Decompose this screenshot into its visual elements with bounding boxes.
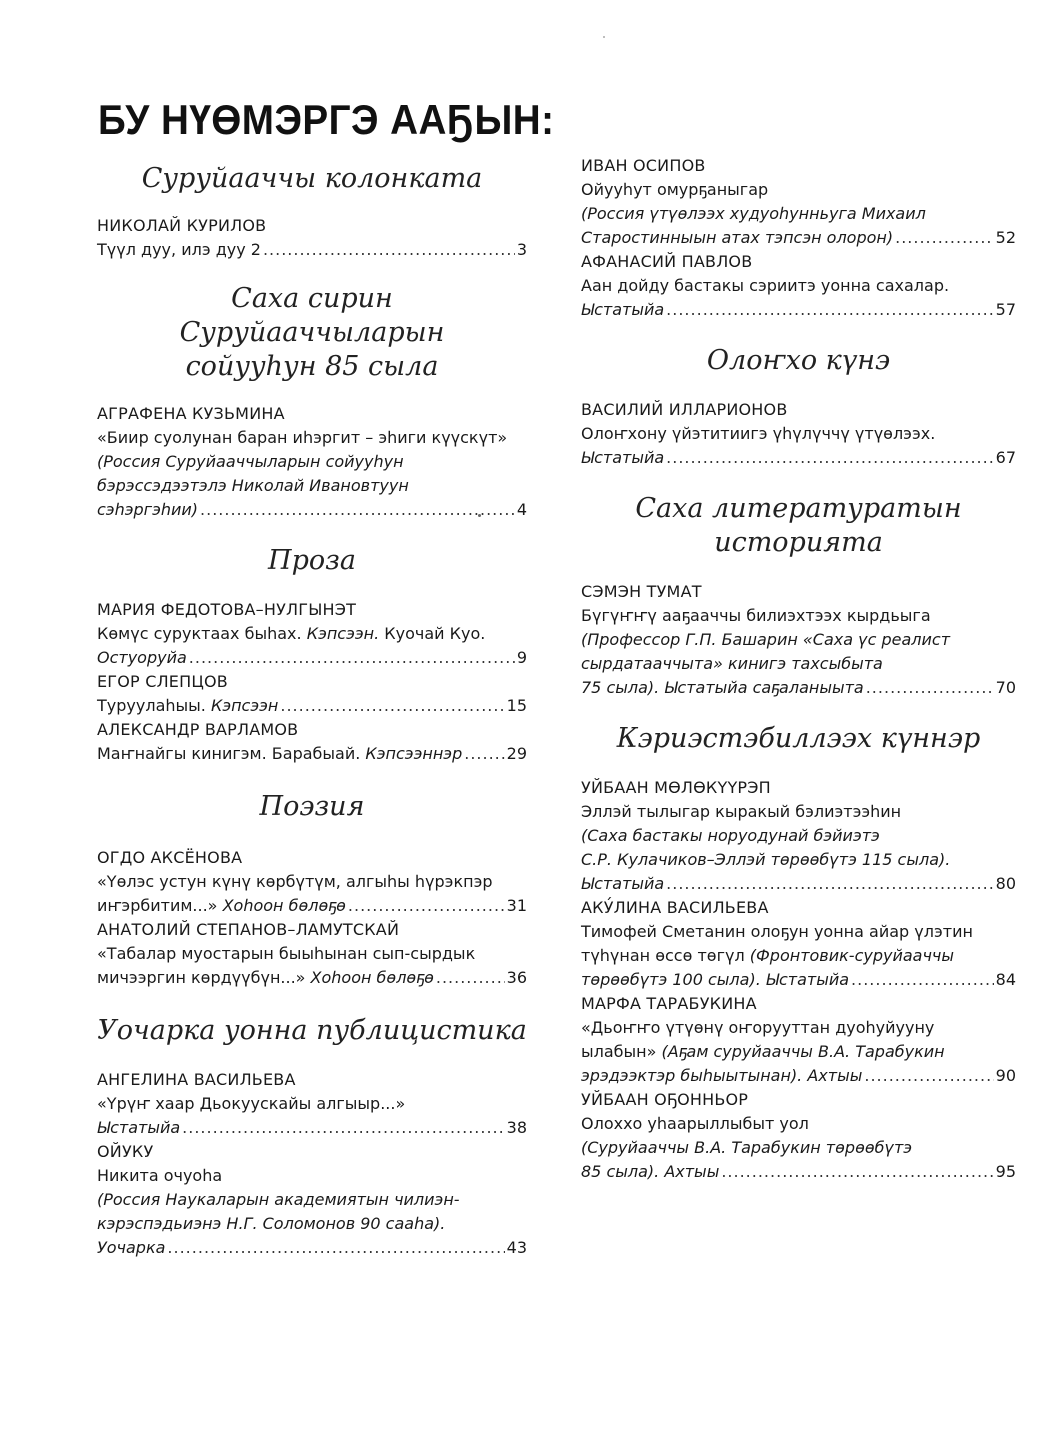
- entry-text: «Үөлэс устун күнү көрбүтүм, алгыһы һүрэкпэр: [97, 872, 493, 891]
- entry-text: Тимофей Сметанин олоҕун уонна айар үлэтин: [581, 922, 973, 941]
- toc-entry[interactable]: мичээргин көрдүүбүн...» Хоһоон бөлөҕө ..... 36: [97, 966, 527, 990]
- page-number: 15: [506, 696, 527, 715]
- entry-author: АЛЕКСАНДР ВАРЛАМОВ: [97, 720, 299, 739]
- page-number: 95: [995, 1162, 1016, 1181]
- entry-author: МАРИЯ ФЕДОТОВА–НУЛГЫНЭТ: [97, 600, 357, 619]
- entry-text: Көмүс суруктаах быһах. Кэпсээн. Куочай Куо.: [97, 624, 486, 643]
- section-heading-olonkho: Олоҥхо күнэ: [706, 345, 891, 376]
- entry-author: ВАСИЛИЙ ИЛЛАРИОНОВ: [581, 400, 788, 419]
- toc-entry[interactable]: эрэдээктэр быһыытынан). Ахтыы ..... 90: [581, 1064, 1016, 1088]
- toc-entry[interactable]: Маҥнайгы кинигэм. Барабыай. Кэпсээннэр ..... 29: [97, 742, 527, 766]
- entry-text: Бүгүҥҥү ааҕааччы билиэхтээх кырдьыга: [581, 606, 931, 625]
- entry-author: ОГДО АКСЁНОВА: [97, 848, 243, 867]
- page-number: 3: [516, 240, 527, 259]
- entry-text: (Профессор Г.П. Башарин «Саха үс реалист: [581, 630, 951, 649]
- entry-author: СЭМЭН ТУМАТ: [581, 582, 702, 601]
- page-number: 31: [506, 896, 527, 915]
- entry-text: Никита очуоһа: [97, 1166, 223, 1185]
- toc-entry[interactable]: 75 сыла). Ыстатыйа саҕаланыыта ..... 70: [581, 676, 1016, 700]
- toc-entry[interactable]: Туруулаһыы. Кэпсээн ..... 15: [97, 694, 527, 718]
- page-number: 29: [506, 744, 527, 763]
- entry-text: Ойууһут омурҕаныгар: [581, 180, 769, 199]
- toc-entry[interactable]: Остуоруйа ..... 9: [97, 646, 527, 670]
- toc-entry[interactable]: Ыстатыйа ..... 57: [581, 298, 1016, 322]
- page-number: 57: [995, 300, 1016, 319]
- page-number: 67: [995, 448, 1016, 467]
- toc-entry[interactable]: Уочарка ..... 43: [97, 1236, 527, 1260]
- page-number: 84: [995, 970, 1016, 989]
- entry-text: (Россия Суруйааччыларын сойууһун: [97, 452, 404, 471]
- page-number: 90: [995, 1066, 1016, 1085]
- section-heading-union-line2: сойууһун 85 сыла: [185, 351, 439, 382]
- entry-author: УЙБААН ОҔОННЬОР: [581, 1090, 749, 1109]
- toc-entry[interactable]: сэһэргэһии) ..... 4: [97, 498, 527, 522]
- page-number: 4: [516, 500, 527, 519]
- entry-text: (Суруйааччы В.А. Тарабукин төрөөбүтэ: [581, 1138, 913, 1157]
- entry-text: кэрэспэдьиэнэ Н.Г. Соломонов 90 сааһа).: [97, 1214, 446, 1233]
- entry-author: АНАТОЛИЙ СТЕПАНОВ–ЛАМУТСКАЙ: [97, 920, 400, 939]
- right-column: [581, 154, 1016, 1184]
- entry-text: ылабын» (Аҕам суруйааччы В.А. Тарабукин: [581, 1042, 945, 1061]
- left-column: [97, 162, 527, 1260]
- entry-author: АНГЕЛИНА ВАСИЛЬЕВА: [97, 1070, 296, 1089]
- entry-author: ОЙУКУ: [97, 1142, 154, 1161]
- section-heading-literature-history: Саха литературатын историята: [635, 493, 962, 558]
- page-number: 38: [506, 1118, 527, 1137]
- entry-text: Эллэй тылыгар кыракый бэлиэтээһин: [581, 802, 902, 821]
- entry-author: МАРФА ТАРАБУКИНА: [581, 994, 757, 1013]
- section-heading-poetry: Поэзия: [259, 791, 365, 822]
- toc-entry[interactable]: Ыстатыйа ..... 80: [581, 872, 1016, 896]
- entry-text: (Россия үтүөлээх худуоһунньуга Михаил: [581, 204, 926, 223]
- entry-author: ЕГОР СЛЕПЦОВ: [97, 672, 228, 691]
- section-heading-essay: Уочарка уонна публицистика: [97, 1015, 527, 1046]
- page-number: 43: [506, 1238, 527, 1257]
- page-number: 80: [995, 874, 1016, 893]
- section-heading-columnist: Суруйааччы колонката: [141, 163, 483, 194]
- toc-entry[interactable]: Ыстатыйа ..... 38: [97, 1116, 527, 1140]
- toc-entry[interactable]: Ыстатыйа ..... 67: [581, 446, 1016, 470]
- entry-text: «Табалар муостарын быыһынан сып-сырдык: [97, 944, 476, 963]
- page-title: БУ НҮӨМЭРГЭ ААҔЫН:: [98, 96, 555, 143]
- page-number: 9: [516, 648, 527, 667]
- entry-author: УЙБААН МӨЛӨКҮҮРЭП: [581, 778, 771, 797]
- toc-entry[interactable]: иҥэрбитим...» Хоһоон бөлөҕө ..... 31: [97, 894, 527, 918]
- speck-mark: [478, 514, 481, 517]
- section-heading-memorial-days: Кэриэстэбиллээх күннэр: [616, 723, 981, 754]
- entry-author: АКУ́ЛИНА ВАСИЛЬЕВА: [581, 898, 769, 917]
- entry-author: ИВАН ОСИПОВ: [581, 156, 706, 175]
- toc-entry[interactable]: төрөөбүтэ 100 сыла). Ыстатыйа ..... 84: [581, 968, 1016, 992]
- page-number: 70: [995, 678, 1016, 697]
- entry-text: «Биир суолунан баран иһэргит – эһиги күүскүт»: [97, 428, 508, 447]
- toc-entry[interactable]: Старостинныын атах тэпсэн олорон) ..... 52: [581, 226, 1016, 250]
- entry-text: «Дьоҥҥо үтүөнү оҥорууттан дуоһуйууну: [581, 1018, 935, 1037]
- toc-entry[interactable]: Түүл дуу, илэ дуу 2 ..... 3: [97, 238, 527, 262]
- entry-author: АГРАФЕНА КУЗЬМИНА: [97, 404, 285, 423]
- page-number: 36: [506, 968, 527, 987]
- entry-text: (Россия Науκаларын академиятын чилиэн-: [97, 1190, 460, 1209]
- entry-text: «Үрүҥ хаар Дьокуускайы алгыыр...»: [97, 1094, 406, 1113]
- entry-text: сырдатааччыта» кинигэ тахсыбыта: [581, 654, 883, 673]
- entry-text: С.Р. Кулачиков–Эллэй төрөөбүтэ 115 сыла).: [581, 850, 951, 869]
- entry-text: бэрэссэдээтэлэ Николай Ивановтуун: [97, 476, 409, 495]
- page-number: 52: [995, 228, 1016, 247]
- entry-text: Олоҥхону үйэтитиигэ үһүлүччү үтүөлээх.: [581, 424, 936, 443]
- speck-mark: [603, 36, 605, 38]
- entry-text: Аан дойду бастакы сэриитэ уонна сахалар.: [581, 276, 950, 295]
- entry-text: түһүнан өссө төгүл (Фронтовик-суруйааччы: [581, 946, 954, 965]
- entry-text: (Саха бастакы норуодунай бэйиэтэ: [581, 826, 880, 845]
- entry-text: Олоххо уһаарыллыбыт уол: [581, 1114, 809, 1133]
- entry-author: АФАНАСИЙ ПАВЛОВ: [581, 252, 753, 271]
- section-heading-union: Саха сирин Суруйааччыларын: [179, 283, 445, 348]
- section-heading-prose: Проза: [268, 545, 356, 576]
- entry-author: НИКОЛАЙ КУРИЛОВ: [97, 216, 267, 235]
- toc-entry[interactable]: 85 сыла). Ахтыы ..... 95: [581, 1160, 1016, 1184]
